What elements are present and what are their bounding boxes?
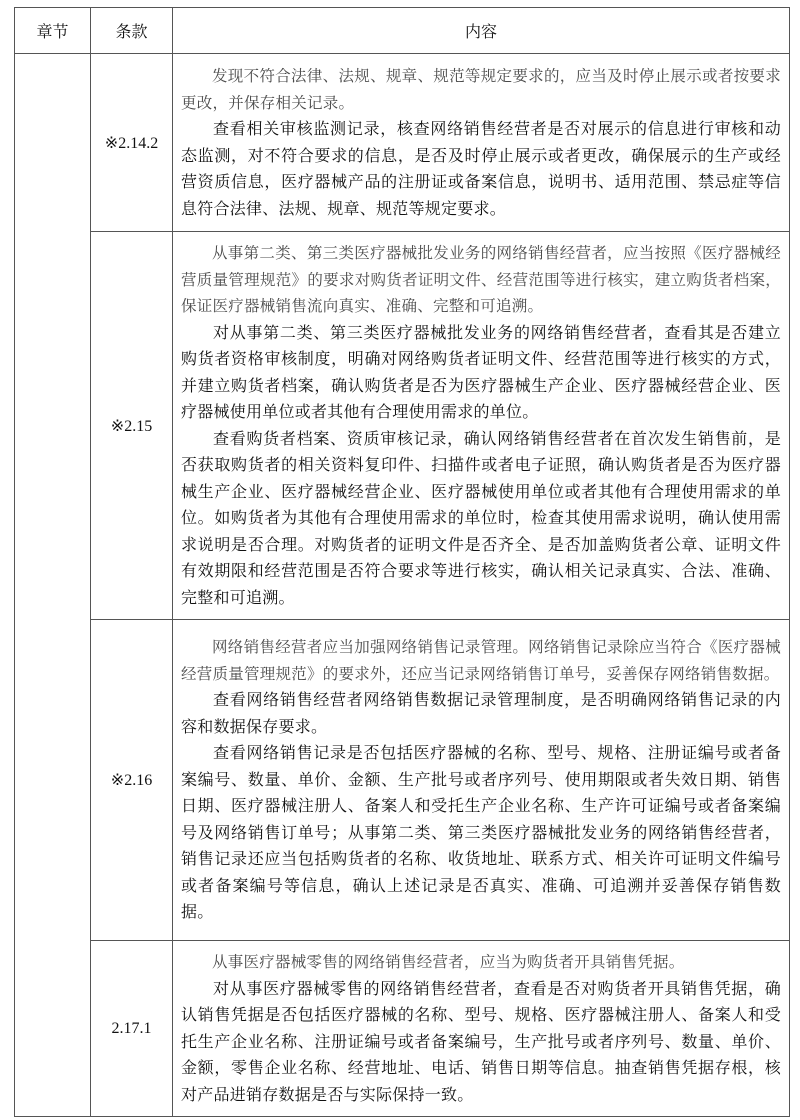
content-cell [173,620,790,941]
check-text: 查看网络销售记录是否包括医疗器械的名称、型号、规格、注册证编号或者备案编号、数量、单价、金额、生产批号或者序列号、使用期限或者失效日期、销售日期、医疗器械注册人、备案人和受托生产企业名称、生产许可证编号或者备案编号及网络销售订单号；从事第二类、第三类医疗器械批发业务的网络销售经营者，销售记录还应当包括购货者的名称、收货地址、联系方式、相关许可证明文件编号或者备案编号等信息，确认上述记录是否真实、准确、可追溯并妥善保存销售数据。 [181,743,781,922]
chapter-cell [15,54,91,1117]
inspection-table [14,7,790,1117]
clause-cell: 2.17.1 [91,941,173,1117]
header-content: 内容 [173,8,790,54]
clause-cell: ※2.16 [91,620,173,941]
table-row [15,941,790,1117]
content-cell [173,232,790,620]
table-row [15,232,790,620]
requirement-text: 从事医疗器械零售的网络销售经营者，应当为购货者开具销售凭据。 [212,953,685,971]
content-cell [173,941,790,1117]
clause-cell: ※2.14.2 [91,54,173,232]
check-text: 查看相关审核监测记录，核查网络销售经营者是否对展示的信息进行审核和动态监测，对不符合要求的信息，是否及时停止展示或者更改，确保展示的生产或经营资质信息，医疗器械产品的注册证或备案信息，说明书、适用范围、禁忌症等信息符合法律、法规、规章、规范等规定要求。 [181,119,781,218]
table-header-row [15,8,790,54]
requirement-text: 从事第二类、第三类医疗器械批发业务的网络销售经营者，应当按照《医疗器械经营质量管理规范》的要求对购货者证明文件、经营范围等进行核实，建立购货者档案，保证医疗器械销售流向真实、准确、完整和可追溯。 [181,244,781,315]
check-text: 查看购货者档案、资质审核记录，确认网络销售经营者在首次发生销售前，是否获取购货者的相关资料复印件、扫描件或者电子证照，确认购货者是否为医疗器械生产企业、医疗器械经营企业、医疗器械使用单位或者其他有合理使用需求的单位。如购货者为其他有合理使用需求的单位时，检查其使用需求说明，确认使用需求说明是否合理。对购货者的证明文件是否齐全、是否加盖购货者公章、证明文件有效期限和经营范围是否符合要求等进行核实，确认相关记录真实、合法、准确、完整和可追溯。 [181,428,781,607]
clause-cell: ※2.15 [91,232,173,620]
check-text: 对从事第二类、第三类医疗器械批发业务的网络销售经营者，查看其是否建立购货者资格审核制度，明确对网络购货者证明文件、经营范围等进行核实的方式，并建立购货者档案，确认购货者是否为医疗器械生产企业、医疗器械经营企业、医疗器械使用单位或者其他有合理使用需求的单位。 [181,322,781,421]
header-chapter: 章节 [15,8,91,54]
check-text: 查看网络销售经营者网络销售数据记录管理制度，是否明确网络销售记录的内容和数据保存要求。 [181,690,781,736]
requirement-text: 发现不符合法律、法规、规章、规范等规定要求的，应当及时停止展示或者按要求更改，并保存相关记录。 [181,67,781,112]
table-row [15,54,790,232]
requirement-text: 网络销售经营者应当加强网络销售记录管理。网络销售记录除应当符合《医疗器械经营质量管理规范》的要求外，还应当记录网络销售订单号，妥善保存网络销售数据。 [181,638,781,683]
header-clause: 条款 [91,8,173,54]
table-row [15,620,790,941]
content-cell [173,54,790,232]
check-text: 对从事医疗器械零售的网络销售经营者，查看是否对购货者开具销售凭据，确认销售凭据是否包括医疗器械的名称、型号、规格、医疗器械注册人、备案人和受托生产企业名称、注册证编号或者备案编号，生产批号或者序列号、数量、单价、金额，零售企业名称、经营地址、电话、销售日期等信息。抽查销售凭据存根，核对产品进销存数据是否与实际保持一致。 [181,978,781,1104]
